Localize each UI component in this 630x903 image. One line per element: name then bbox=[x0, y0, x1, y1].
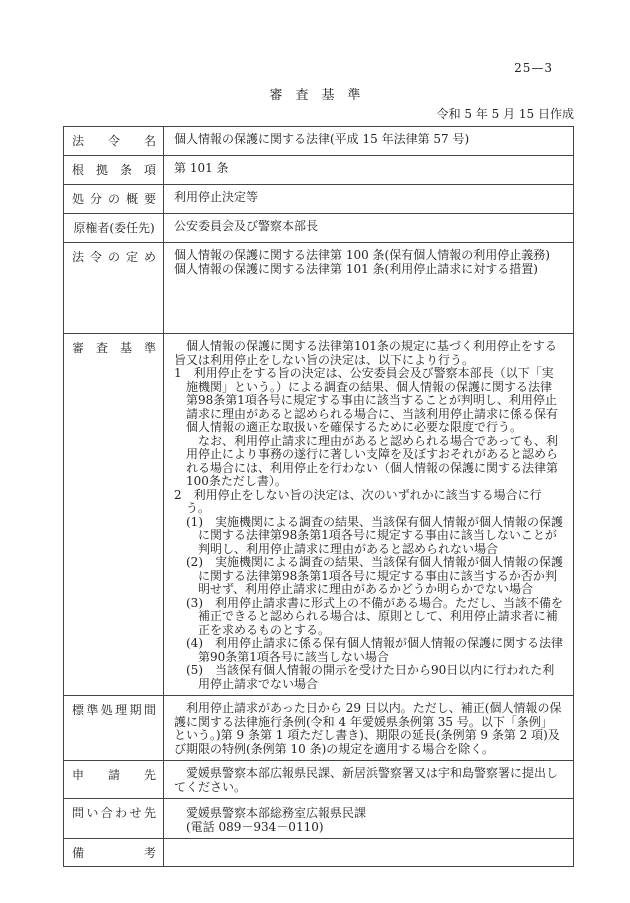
row-value: 利用停止請求があった日から 29 日以内。ただし、補正(個人情報の保護に関する法律施行条例(令和 4 年愛媛県条例第 35 号。以下「条例」という。)第 9 条第 1 項ただし書き)、期限の延長(条例第 9 条第 2 項)及び期限の特例(条例第 10 条)の規定を適用する場合を除く。 bbox=[174, 701, 562, 756]
row-basis-article bbox=[64, 156, 574, 185]
contact-value-cell bbox=[164, 799, 574, 839]
row-label: 問 い 合 わ せ 先 bbox=[72, 806, 156, 820]
criteria-subitem: (1) 実施機関による調査の結果、当該保有個人情報が個人情報の保護に関する法律第98条第1項各号に規定する事由に該当しないことが判明し、利用停止請求に理由があると認められない場合 bbox=[186, 514, 564, 556]
provision-line: 個人情報の保護に関する法律第 101 条(利用停止請求に対する措置) bbox=[174, 261, 538, 276]
row-disposition-summary bbox=[64, 185, 574, 214]
row-remarks bbox=[64, 839, 574, 867]
criteria-subitem: (5) 当該保有個人情報の開示を受けた日から90日以内に行われた利用停止請求でない場合 bbox=[186, 663, 555, 691]
law-name-label-cell bbox=[64, 127, 164, 156]
row-law-name bbox=[64, 127, 574, 156]
row-legal-provisions bbox=[64, 243, 574, 334]
application-label-cell bbox=[64, 761, 164, 799]
period-value-cell bbox=[164, 696, 574, 761]
provision-line: 個人情報の保護に関する法律第 100 条(保有個人情報の利用停止義務) bbox=[174, 248, 550, 262]
row-label: 法 令 の 定 め bbox=[72, 250, 156, 264]
row-label: 原権者(委任先) bbox=[73, 221, 155, 235]
authority-label-cell bbox=[64, 214, 164, 243]
criteria-value-cell bbox=[164, 334, 574, 696]
criteria-paragraph: なお、利用停止請求に理由があると認められる場合であっても、利用停止により事務の遂行に著しい支障を及ぼすおそれがあると認められる場合には、利用停止を行わない（個人情報の保護に関する法律第100条ただし書）。 bbox=[186, 433, 559, 488]
criteria-table bbox=[63, 126, 574, 867]
creation-date: 令和 5 年 5 月 15 日作成 bbox=[436, 107, 574, 121]
row-review-criteria bbox=[64, 334, 574, 696]
document-title: 審 査 基 準 bbox=[269, 88, 361, 103]
law-name-value-cell bbox=[164, 127, 574, 156]
basis-value-cell bbox=[164, 156, 574, 185]
remarks-value-cell bbox=[164, 839, 574, 867]
row-label: 根 拠 条 項 bbox=[72, 163, 156, 177]
row-value: 利用停止決定等 bbox=[174, 190, 259, 204]
criteria-paragraph: 2 利用停止をしない旨の決定は、次のいずれかに該当する場合に行う。 bbox=[174, 487, 542, 515]
row-value: 公安委員会及び警察本部長 bbox=[174, 219, 319, 233]
row-contact bbox=[64, 799, 574, 839]
application-value-cell bbox=[164, 761, 574, 799]
criteria-subitem: (4) 利用停止請求に係る保有個人情報が個人情報の保護に関する法律第90条第1項各号に該当しない場合 bbox=[186, 636, 564, 664]
row-label: 申 請 先 bbox=[72, 768, 156, 782]
row-label: 審 査 基 準 bbox=[72, 341, 156, 355]
summary-label-cell bbox=[64, 185, 164, 214]
criteria-paragraph: 1 利用停止をする旨の決定は、公安委員会及び警察本部長（以下「実施機関」という。）による調査の結果、個人情報の保護に関する法律第98条第1項各号に規定する事由に該当することが判明し、利用停止請求に理由があると認められる場合に、当該利用停止請求に係る保有個人情報の適正な取扱いを確保するために必要な限度で行う。 bbox=[174, 366, 559, 434]
contact-line: 愛媛県警察本部総務室広報県民課 bbox=[186, 806, 367, 820]
row-label: 法 令 名 bbox=[72, 134, 156, 148]
basis-label-cell bbox=[64, 156, 164, 185]
row-value: 第 101 条 bbox=[174, 161, 229, 175]
row-label: 標 準 処 理 期 間 bbox=[72, 703, 156, 717]
row-value: 愛媛県警察本部広報県民課、新居浜警察署又は宇和島警察署に提出してください。 bbox=[174, 766, 559, 794]
row-authority bbox=[64, 214, 574, 243]
criteria-subitem: (3) 利用停止請求書に形式上の不備がある場合。ただし、当該不備を補正できると認められる場合は、原則として、利用停止請求者に補正を求めるものとする。 bbox=[186, 595, 564, 637]
criteria-subitem: (2) 実施機関による調査の結果、当該保有個人情報が個人情報の保護に関する法律第98条第1項各号に規定する事由に該当するか否か判明せず、利用停止請求に理由があるかどうか明らかでない場合 bbox=[186, 555, 564, 596]
row-label: 処 分 の 概 要 bbox=[72, 192, 156, 206]
row-value: 個人情報の保護に関する法律(平成 15 年法律第 57 号) bbox=[174, 132, 470, 146]
provisions-value-cell bbox=[164, 243, 574, 334]
row-label: 備 考 bbox=[72, 846, 156, 860]
contact-label-cell bbox=[64, 799, 164, 839]
page-number: 25—3 bbox=[514, 61, 553, 75]
provisions-label-cell bbox=[64, 243, 164, 334]
row-application-destination bbox=[64, 761, 574, 799]
criteria-paragraph: 個人情報の保護に関する法律第101条の規定に基づく利用停止をする旨又は利用停止をしない旨の決定は、以下により行う。 bbox=[174, 339, 557, 367]
summary-value-cell bbox=[164, 185, 574, 214]
remarks-label-cell bbox=[64, 839, 164, 867]
row-standard-processing-period bbox=[64, 696, 574, 761]
criteria-label-cell bbox=[64, 334, 164, 696]
authority-value-cell bbox=[164, 214, 574, 243]
contact-line: (電話 089－934－0110) bbox=[186, 819, 324, 834]
period-label-cell bbox=[64, 696, 164, 761]
